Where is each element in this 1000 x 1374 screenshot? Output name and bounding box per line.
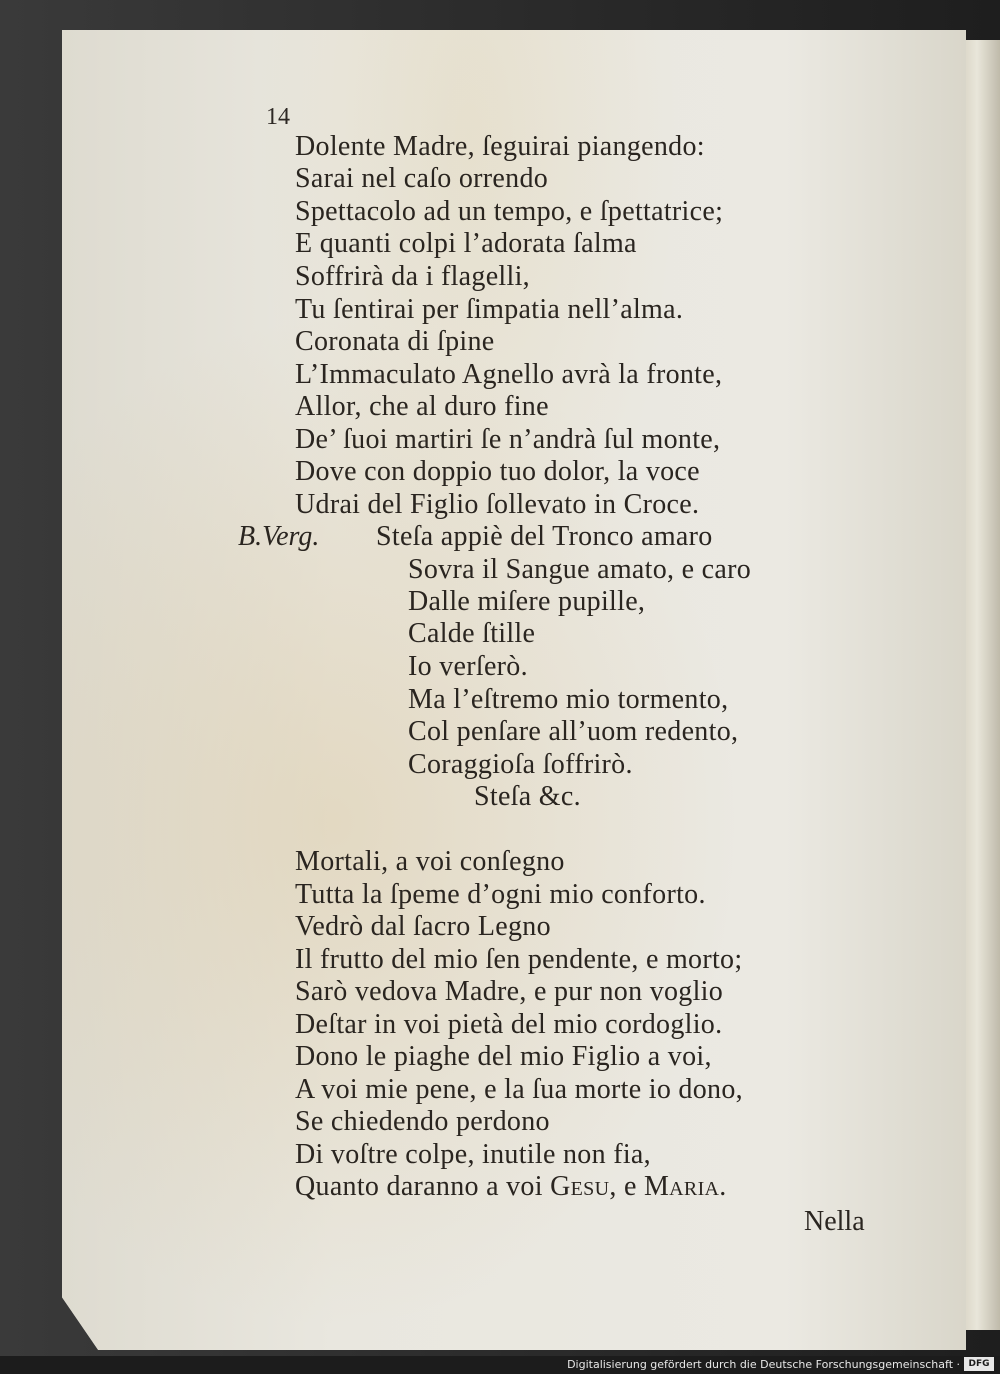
poem-line: Tu ſentirai per ſimpatia nell’alma. (295, 294, 684, 325)
aria-line: Steſa appiè del Tronco amaro (376, 521, 713, 552)
poem-line: Se chiedendo perdono (295, 1106, 550, 1137)
poem-line: Coronata di ſpine (295, 326, 495, 357)
poem-line: Dolente Madre, ſeguirai piangendo: (295, 131, 705, 162)
catchword: Nella (804, 1206, 865, 1237)
aria-line: Ma l’eſtremo mio tormento, (408, 684, 729, 715)
poem-line: Sarò vedova Madre, e pur non voglio (295, 976, 724, 1007)
poem-line: Dove con doppio tuo dolor, la voce (295, 456, 700, 487)
name-gesu: Gesu (550, 1171, 610, 1202)
speaker-label: B.Verg. (238, 521, 320, 552)
next-page-edge (960, 40, 1000, 1330)
poem-line: E quanti colpi l’adorata ſalma (295, 228, 637, 259)
poem-line: A voi mie pene, e la ſua morte io dono, (295, 1074, 743, 1105)
poem-line: Udrai del Figlio ſollevato in Croce. (295, 489, 700, 520)
aria-line: Sovra il Sangue amato, e caro (408, 554, 752, 585)
aria-da-capo: Steſa &c. (474, 781, 581, 812)
poem-line: Dono le piaghe del mio Figlio a voi, (295, 1041, 712, 1072)
poem-line: L’Immaculato Agnello avrà la fronte, (295, 359, 723, 390)
page-number: 14 (266, 104, 290, 130)
poem-line: Di voſtre colpe, inutile non fia, (295, 1139, 651, 1170)
poem-line: Mortali, a voi conſegno (295, 846, 565, 877)
poem-line: Vedrò dal ſacro Legno (295, 911, 551, 942)
poem-line: Soffrirà da i flagelli, (295, 261, 530, 292)
aria-line: Coraggioſa ſoffrirò. (408, 749, 633, 780)
poem-last-line (295, 1171, 727, 1203)
aria-line: Dalle miſere pupille, (408, 586, 646, 617)
poem-line: Spettacolo ad un tempo, e ſpettatrice; (295, 196, 724, 227)
last-line-middle: , e (609, 1171, 644, 1202)
aria-line: Col penſare all’uom redento, (408, 716, 739, 747)
poem-line: Allor, che al duro fine (295, 391, 549, 422)
poem-line: De’ ſuoi martiri ſe n’andrà ſul monte, (295, 424, 721, 455)
footer-credit: Digitalisierung gefördert durch die Deutsche Forschungsgemeinschaft · (567, 1358, 960, 1371)
poem-line: Il frutto del mio ſen pendente, e morto; (295, 944, 743, 975)
poem-line: Deſtar in voi pietà del mio cordoglio. (295, 1009, 723, 1040)
last-line-prefix: Quanto daranno a voi (295, 1171, 551, 1202)
aria-line: Calde ſtille (408, 618, 536, 649)
aria-line: Io verſerò. (408, 651, 528, 682)
poem-line: Tutta la ſpeme d’ogni mio conforto. (295, 879, 706, 910)
dfg-logo-icon: DFG (964, 1357, 994, 1371)
poem-line: Sarai nel caſo orrendo (295, 163, 549, 194)
last-line-suffix: . (719, 1171, 727, 1202)
name-maria: Maria (643, 1171, 720, 1202)
